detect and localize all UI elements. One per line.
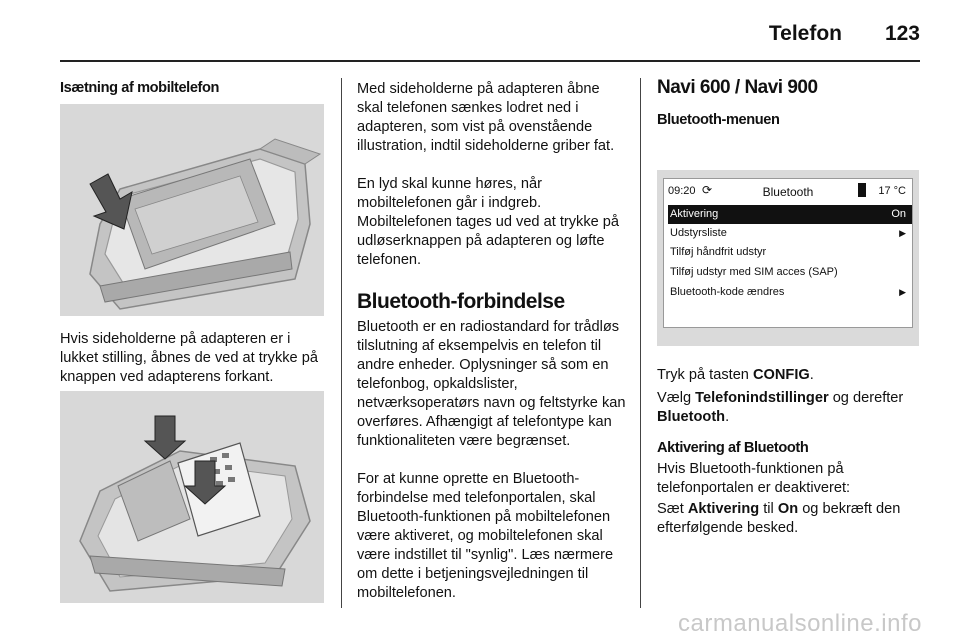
step-select-settings [657,389,923,427]
chevron-right-icon: ▶ [899,287,906,297]
text: . [725,409,730,425]
watermark: carmanualsonline.info [678,610,922,637]
paragraph-lower-phone: Med sideholderne på adapteren åbne skal telefonen sænkes lodret ned i adapteren, som vist på ovenstående illustration, indtil sideholderne griber fat. [357,81,615,154]
key-config: CONFIG [752,367,810,383]
section-heading-bluetooth-connection: Bluetooth-forbindelse [357,290,565,313]
chevron-right-icon: ▶ [899,228,906,238]
menu-item-activation[interactable] [668,205,912,224]
screen-status-bar [664,179,912,203]
adapter-open-illustration [60,104,324,316]
header-rule [60,60,920,62]
key-on: On [777,501,799,517]
paragraph-remove-phone: Mobiltelefonen tages ud ved at trykke på udløserknappen på adapteren og løfte telefonen. [357,214,620,268]
menu-item-add-handsfree[interactable] [668,243,912,262]
paragraph-click-sound: En lyd skal kunne høres, når mobiltelefonen går i indgreb. [357,176,542,211]
subheading-activate-bluetooth: Aktivering af Bluetooth [657,440,809,456]
menu-item-label: Bluetooth-kode ændres [670,286,785,298]
menu-item-device-list[interactable] [668,224,912,243]
thermometer-icon [858,183,866,197]
menu-item-label: Tilføj udstyr med SIM acces (SAP) [670,266,838,278]
key-phone-settings: Telefonindstillinger [695,390,829,406]
menu-item-label: Aktivering [670,208,719,220]
refresh-icon: ⟳ [702,183,713,197]
key-activation: Aktivering [687,501,760,517]
paragraph-bluetooth-intro: Bluetooth er en radiostandard for trådløs tilslutning af eksempelvis en telefon til andre enheder. Oplysninger så som en telefonbog, opkaldslister, netværksoperatørs navn og feltstyrke kan overføres. Afhængigt af telefontype kan funktionaliteten være begrænset. [357,319,626,449]
step-press-config [657,366,923,385]
text: Vælg [657,390,696,406]
paragraph-bluetooth-setup: For at kunne oprette en Bluetooth-forbindelse med telefonportalen, skal Bluetooth-funktionen på mobiltelefonen være aktiveret, og mobiltelefonen skal være indstillet til "synlig". Læs nærmere om dette i betjeningsvejledningen til mobiltelefonen. [357,471,614,601]
menu-item-value: On [891,208,906,220]
screen-display [663,178,913,328]
text: . [809,367,814,383]
menu-item-add-sap[interactable] [668,263,912,282]
menu-item-label: Udstyrsliste [670,227,727,239]
key-bluetooth: Bluetooth [657,409,726,425]
section-heading-insert-phone: Isætning af mobiltelefon [60,80,220,96]
page-title: Telefon [768,22,842,45]
text: til [759,501,778,517]
page-header [0,0,960,60]
adapter-illustration-1 [60,104,324,316]
screen-clock: 09:20 [668,185,696,197]
bluetooth-menu-screen [657,170,919,346]
adapter-illustration-2 [60,391,324,603]
phone-insert-illustration [60,391,324,603]
page-number: 123 [884,22,920,45]
column-divider-2 [640,78,641,608]
text: og derefter [828,390,904,406]
paragraph-open-holders: Hvis sideholderne på adapteren er i lukket stilling, åbnes de ved at trykke på knappen ved adapterens forkant. [60,331,318,385]
text: og bekræft den efterfølgende besked. [657,501,901,536]
column-divider-1 [341,78,342,608]
screen-temperature: 17 °C [878,185,906,197]
text: Sæt [657,501,688,517]
menu-item-label: Tilføj håndfrit udstyr [670,246,767,258]
menu-item-change-code[interactable] [668,283,912,302]
text: Tryk på tasten [657,367,753,383]
section-heading-navi: Navi 600 / Navi 900 [657,77,818,98]
screen-title: Bluetooth [762,185,814,199]
subheading-bluetooth-menu: Bluetooth-menuen [657,112,780,128]
step-set-activation [657,500,923,538]
paragraph-if-deactivated: Hvis Bluetooth-funktionen på telefonportalen er deaktiveret: [657,461,851,496]
